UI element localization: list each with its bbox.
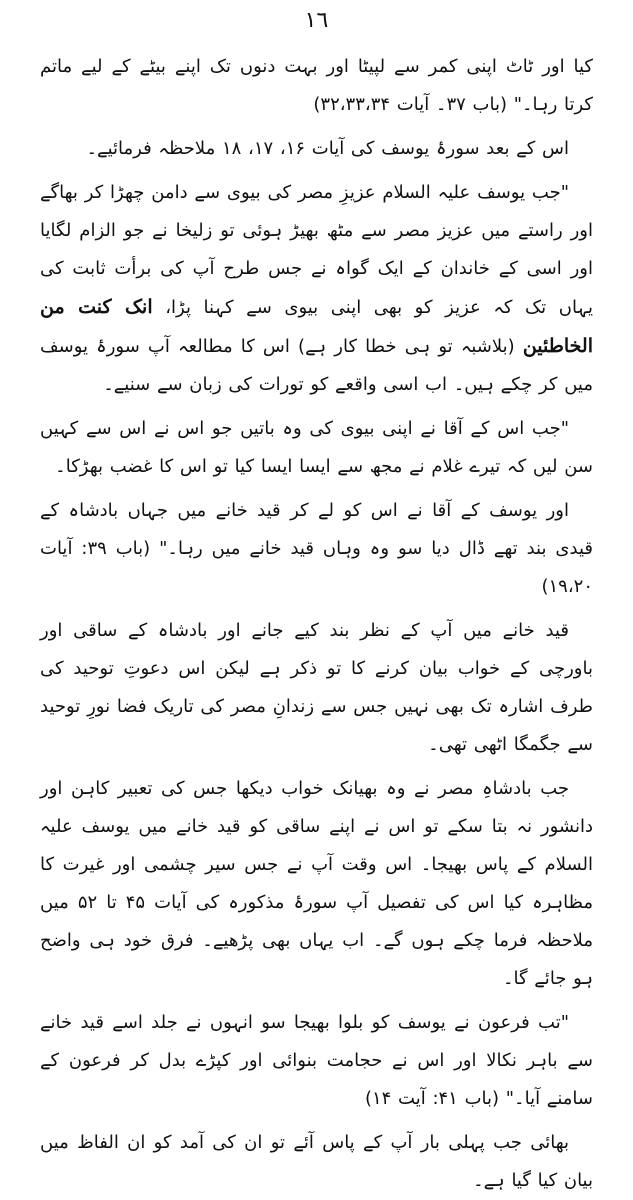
paragraph-text: اس کے بعد سورۂ یوسف کی آیات ۱۶، ۱۷، ۱۸ ملاحظہ فرمائیے۔ [86, 138, 569, 159]
paragraph-genesis-quote-end [40, 48, 593, 124]
paragraph-text: جب بادشاہِ مصر نے وہ بھیانک خواب دیکھا جس کی تعبیر کاہن اور دانشور نہ بتا سکے تو اس نے اپنے ساقی کو قید خانے میں یوسف علیہ السلام کے پاس بھیجا۔ اس وقت آپ نے جس سیر چشمی اور غیرت کا مظاہرہ کیا اس کی تفصیل آپ سورۂ مذکورہ کی آیات ۴۵ تا ۵۲ میں ملاحظہ فرما چکے ہوں گے۔ اب یہاں بھی پڑھیے۔ فرق خود ہی واضح ہو جائے گا۔ [40, 778, 594, 989]
paragraph-text: بھائی جب پہلی بار آپ کے پاس آئے تو ان کی آمد کو ان الفاظ میں بیان کیا گیا ہے۔ [40, 1132, 593, 1191]
paragraph-torah-quote-prison [40, 492, 593, 606]
paragraph-text: کیا اور ٹاٹ اپنی کمر سے لپیٹا اور بہت دنوں تک اپنے بیٹے کے لیے ماتم کرتا رہا۔" (باب ۳۷۔ آیات ۳۲،۳۳،۳۴) [40, 56, 593, 115]
page-number: ١٦ [304, 8, 329, 33]
paragraph-prison-commentary [40, 612, 593, 764]
quranic-quote: انک کنت من الخاطئین [40, 296, 593, 357]
paragraph-text: قید خانے میں آپ کے نظر بند کیے جانے اور بادشاہ کے ساقی اور باورچی کے خواب بیان کرنے کا تو ذکر ہے لیکن اس دعوتِ توحید کی طرف اشارہ تک بھی نہیں جس سے زندانِ مصر کی تاریک فضا نورِ توحید سے جگمگا اٹھی تھی۔ [40, 620, 593, 755]
paragraph-torah-quote-master [40, 410, 593, 486]
paragraph-surah-yusuf-reference [40, 130, 593, 168]
paragraph-text: اور یوسف کے آقا نے اس کو لے کر قید خانے میں جہاں بادشاہ کے قیدی بند تھے ڈال دیا سو وہ وہاں قید خانے میں رہا۔" (باب ۳۹: آیات ۱۹،۲۰) [40, 500, 593, 597]
paragraph-text: "تب فرعون نے یوسف کو بلوا بھیجا سو انہوں نے جلد اسے قید خانے سے باہر نکالا اور اس نے حجامت بنوائی اور کپڑے بدل کر فرعون کے سامنے آیا۔" (باب ۴۱: آیت ۱۴) [40, 1012, 593, 1109]
paragraph-king-dream [40, 770, 593, 998]
paragraph-text: (بلاشبہ تو ہی خطا کار ہے) اس کا مطالعہ آپ سورۂ یوسف میں کر چکے ہیں۔ اب اسی واقعے کو تورات کی زبان سے سنیے۔ [40, 336, 593, 395]
paragraph-aziz-misr-account [40, 174, 593, 404]
paragraph-text: "جب اس کے آقا نے اپنی بیوی کی وہ باتیں جو اس نے اس سے کہیں سن لیں کہ تیرے غلام نے مجھ سے ایسا ایسا کیا تو اس کا غضب بھڑکا۔ [40, 418, 593, 477]
paragraph-torah-quote-pharaoh [40, 1004, 593, 1118]
paragraph-text: "جب یوسف علیہ السلام عزیزِ مصر کی بیوی سے دامن چھڑا کر بھاگے اور راستے میں عزیز مصر سے مٹھ بھیڑ ہوئی تو زلیخا نے جو الزام لگایا اور اسی کے خاندان کے ایک گواہ نے جس طرح آپ کی برأت ثابت کی یہاں تک کہ عزیز کو بھی اپنی بیوی سے کہنا پڑا، [40, 182, 593, 318]
paragraph-brothers-arrival [40, 1124, 593, 1200]
